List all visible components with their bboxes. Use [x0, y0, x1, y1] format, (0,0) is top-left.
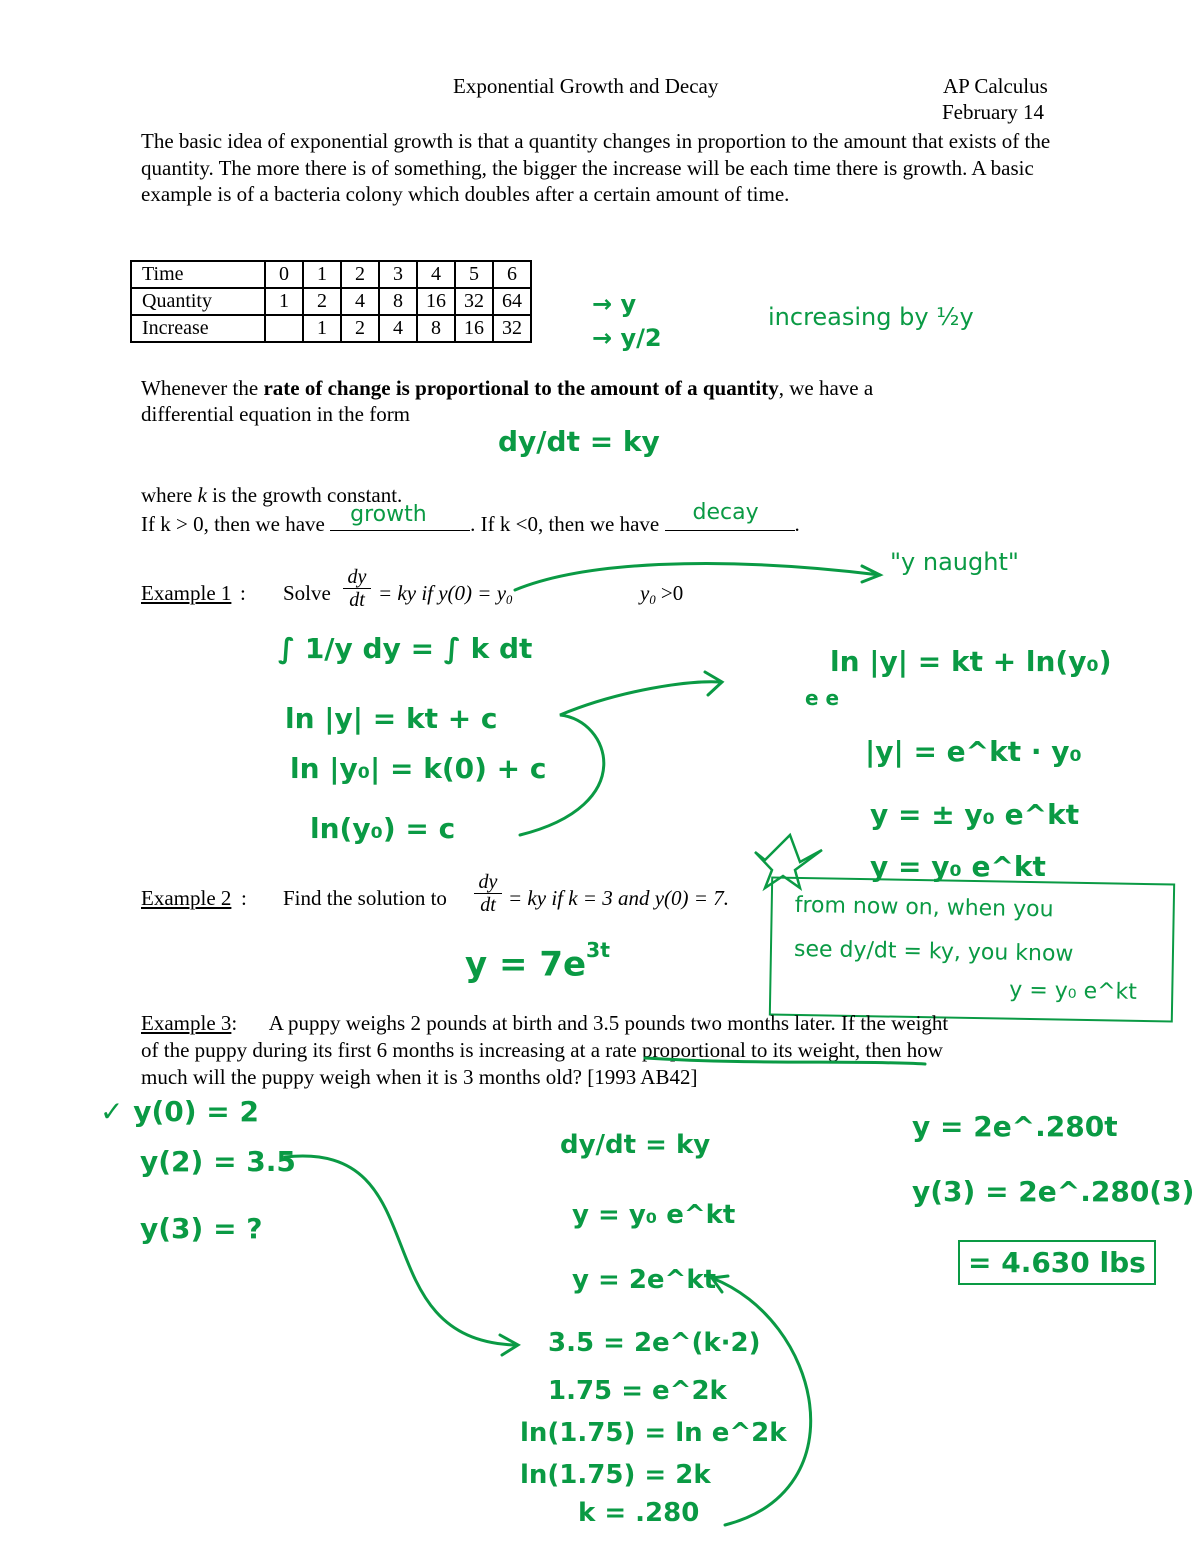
box-line-1: from now on, when you — [794, 892, 1054, 923]
example3-text-1: A puppy weighs 2 pounds at birth and 3.5 pounds two months later. If the weight — [268, 1011, 949, 1035]
frac-num: dy — [478, 871, 498, 893]
table-cell: 1 — [265, 288, 303, 315]
example2-answer — [465, 938, 610, 984]
ex1-work-right-1: ln |y| = kt + ln(y₀) — [830, 645, 1112, 678]
if-line — [141, 500, 800, 537]
cond-sub: 0 — [649, 592, 656, 607]
if-positive: If k > 0, then we have — [141, 512, 325, 536]
frac-den: dt — [343, 588, 371, 611]
table-cell: 8 — [379, 288, 417, 315]
blank-growth — [330, 502, 470, 531]
table-cell: 8 — [417, 315, 455, 342]
row-label: Time — [131, 261, 265, 288]
ex1-work-right-3: |y| = e^kt · y₀ — [865, 735, 1082, 768]
table-cell: 5 — [455, 261, 493, 288]
arrowhead — [862, 566, 880, 582]
y-naught-note: "y naught" — [890, 548, 1019, 576]
gc-post: is the growth constant. — [206, 483, 403, 507]
row-label: Increase — [131, 315, 265, 342]
table-cell: 4 — [417, 261, 455, 288]
ex3-given-3: y(3) = ? — [140, 1212, 263, 1245]
blank-decay-answer: decay — [692, 500, 759, 525]
example2-text: Find the solution to — [283, 886, 447, 910]
if-end: . — [794, 512, 800, 536]
ex3-middle-3: y = 2e^kt — [572, 1265, 717, 1295]
ex1-work-right-4: y = ± y₀ e^kt — [870, 798, 1080, 831]
rate-line-2: differential equation in the form — [141, 402, 411, 426]
cond-y: y — [640, 581, 650, 605]
date: February 14 — [942, 100, 1045, 124]
frac-den: dt — [474, 893, 502, 916]
box-line-2: see dy/dt = ky, you know — [793, 936, 1074, 967]
table-cell: 3 — [379, 261, 417, 288]
increase-arrow-note: → y/2 — [592, 324, 662, 352]
gc-k: k — [197, 483, 207, 507]
box-line-3: y = y₀ e^kt — [1009, 977, 1138, 1005]
table-cell: 4 — [341, 288, 379, 315]
table-cell: 4 — [379, 315, 417, 342]
ex3-middle-7: ln(1.75) = 2k — [520, 1460, 711, 1490]
rate-before: Whenever the — [141, 376, 264, 400]
rate-after: , we have a — [778, 376, 874, 400]
table-cell: 64 — [493, 288, 531, 315]
ex3-given-1: ✓ y(0) = 2 — [100, 1095, 259, 1128]
table-cell: 2 — [341, 261, 379, 288]
course-name: AP Calculus — [943, 74, 1048, 98]
blank-decay — [665, 500, 795, 531]
table-cell: 16 — [455, 315, 493, 342]
frac-num: dy — [347, 566, 367, 588]
table-row — [131, 288, 531, 315]
ex3-right-1: y = 2e^.280t — [912, 1110, 1118, 1143]
ex3-given-2: y(2) = 3.5 — [140, 1145, 296, 1178]
ex1-work-right-5: y = y₀ e^kt — [870, 850, 1046, 883]
answer-exp: 3t — [586, 938, 610, 962]
table-cell: 2 — [303, 288, 341, 315]
page-title: Exponential Growth and Decay — [453, 74, 719, 98]
arrowhead — [705, 672, 722, 695]
ex3-middle-6: ln(1.75) = ln e^2k — [520, 1418, 787, 1448]
table-cell: 2 — [341, 315, 379, 342]
final-answer-box: = 4.630 lbs — [958, 1240, 1156, 1285]
example2-fraction — [474, 871, 502, 916]
table-row — [131, 261, 531, 288]
rate-line-1 — [141, 375, 873, 401]
table-row — [131, 315, 531, 342]
table-cell: 0 — [265, 261, 303, 288]
quantity-arrow-note: → y — [592, 290, 637, 318]
ex1-work-left-2: ln |y| = kt + c — [285, 702, 498, 735]
colon: : — [241, 886, 247, 910]
table-cell: 6 — [493, 261, 531, 288]
ex1-work-left-3: ln |y₀| = k(0) + c — [290, 752, 547, 785]
arrow-to-y-naught — [515, 564, 880, 590]
table-cell — [265, 315, 303, 342]
if-negative: . If k <0, then we have — [470, 512, 660, 536]
ex3-middle-8: k = .280 — [578, 1498, 700, 1528]
example1-equation — [378, 580, 512, 613]
table-cell: 1 — [303, 315, 341, 342]
example1-text: Solve — [283, 581, 331, 605]
row-label: Quantity — [131, 288, 265, 315]
growth-table — [130, 260, 532, 343]
example3-label: Example 3 — [141, 1011, 232, 1035]
example3-line-2: of the puppy during its first 6 months is increasing at a rate proportional to its weight, then how — [141, 1038, 943, 1062]
gc-pre: where — [141, 483, 198, 507]
increase-side-note: increasing by ½y — [768, 303, 974, 331]
intro-text: The basic idea of exponential growth is that a quantity changes in proportion to the amount that exists of the quantity. The more there is of something, the bigger the increase will be each time there is growth. A basic example is of a bacteria colony which doubles after a certain amount of time. — [141, 129, 1051, 206]
table-cell: 32 — [455, 288, 493, 315]
arrowhead — [500, 1335, 518, 1355]
ex3-middle-4: 3.5 = 2e^(k·2) — [548, 1328, 761, 1358]
ex1-work-left-4: ln(y₀) = c — [310, 812, 456, 845]
key-note-box — [769, 876, 1175, 1022]
answer-base: y = 7e — [465, 944, 587, 985]
example1-label: Example 1 — [141, 581, 232, 605]
example2-label: Example 2 — [141, 886, 232, 910]
ex3-middle-1: dy/dt = ky — [560, 1130, 711, 1160]
example2-equation: = ky if k = 3 and y(0) = 7. — [508, 886, 729, 910]
arrow-given-to-work — [285, 1156, 515, 1345]
cond-tail: >0 — [655, 581, 684, 605]
table-cell: 1 — [303, 261, 341, 288]
example1-condition — [640, 580, 683, 613]
example3-line-3: much will the puppy weigh when it is 3 months old? [1993 AB42] — [141, 1065, 698, 1089]
table-cell: 16 — [417, 288, 455, 315]
ex1-work-left-1: ∫ 1/y dy = ∫ k dt — [278, 632, 533, 665]
example3-line-1: Example 3: A puppy weighs 2 pounds at birth and 3.5 pounds two months later. If the weight — [141, 1011, 949, 1035]
ex3-right-2: y(3) = 2e^.280(3) — [912, 1175, 1195, 1208]
table-cell: 32 — [493, 315, 531, 342]
ex3-middle-5: 1.75 = e^2k — [548, 1376, 727, 1406]
eq-sub: 0 — [506, 592, 513, 607]
blank-growth-answer: growth — [350, 502, 427, 527]
rate-equation: dy/dt = ky — [498, 425, 660, 458]
eq-main: = ky if y(0) = y — [378, 581, 507, 605]
colon: : — [240, 581, 246, 605]
ex3-middle-2: y = y₀ e^kt — [572, 1200, 736, 1230]
arrow-ex1-curve — [520, 682, 720, 835]
rate-bold: rate of change is proportional to the amount of a quantity — [263, 376, 779, 400]
intro-paragraph — [141, 128, 1061, 208]
ex1-work-right-2: e e — [805, 686, 840, 710]
example1-fraction — [343, 566, 371, 611]
